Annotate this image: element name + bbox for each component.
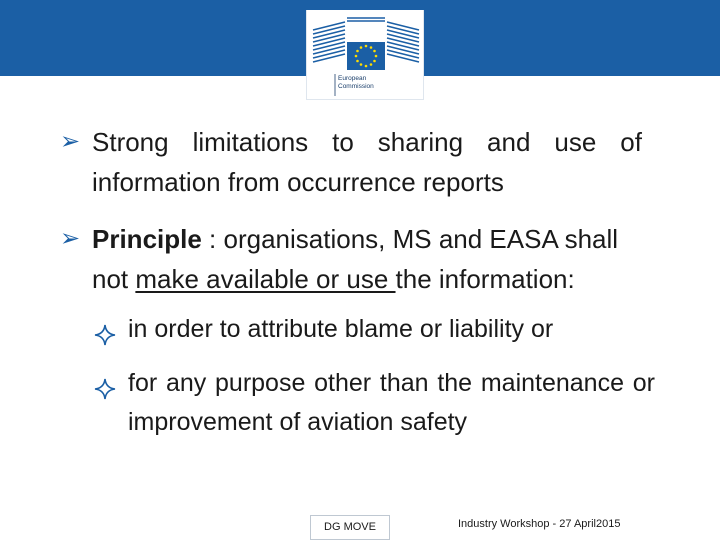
logo-text-line1: European <box>338 75 367 82</box>
slide-content <box>60 122 670 442</box>
footer-event-label: Industry Workshop - 27 April2015 <box>458 518 621 530</box>
arrow-bullet-icon: ➢ <box>60 225 81 252</box>
sub-bullet-attribute-blame <box>92 310 670 349</box>
logo-text-line2: Commission <box>338 83 374 90</box>
sub-bullet-text: in order to attribute blame or liability or <box>128 315 554 343</box>
bullet-text-part-a: : organisations, MS and EASA shall not <box>92 224 619 294</box>
bullet-text <box>92 219 660 299</box>
four-point-star-icon <box>94 319 116 358</box>
european-commission-logo <box>306 10 424 100</box>
footer-dg-tag: DG MOVE <box>310 515 390 540</box>
sub-bullet-other-purpose <box>92 364 655 442</box>
four-point-star-icon <box>94 373 116 412</box>
sub-bullet-text: for any purpose other than the maintenance or improvement of aviation safety <box>128 369 655 436</box>
bullet-strong-limitations <box>60 122 642 202</box>
bullet-text-part-b: the information: <box>395 264 575 294</box>
bullet-text: Strong limitations to sharing and use of information from occurrence reports <box>92 127 642 197</box>
principle-label: Principle <box>92 224 202 254</box>
arrow-bullet-icon: ➢ <box>60 128 81 155</box>
logo-text <box>338 75 374 91</box>
underlined-phrase: make available or use <box>135 264 396 294</box>
bullet-principle <box>60 219 660 299</box>
